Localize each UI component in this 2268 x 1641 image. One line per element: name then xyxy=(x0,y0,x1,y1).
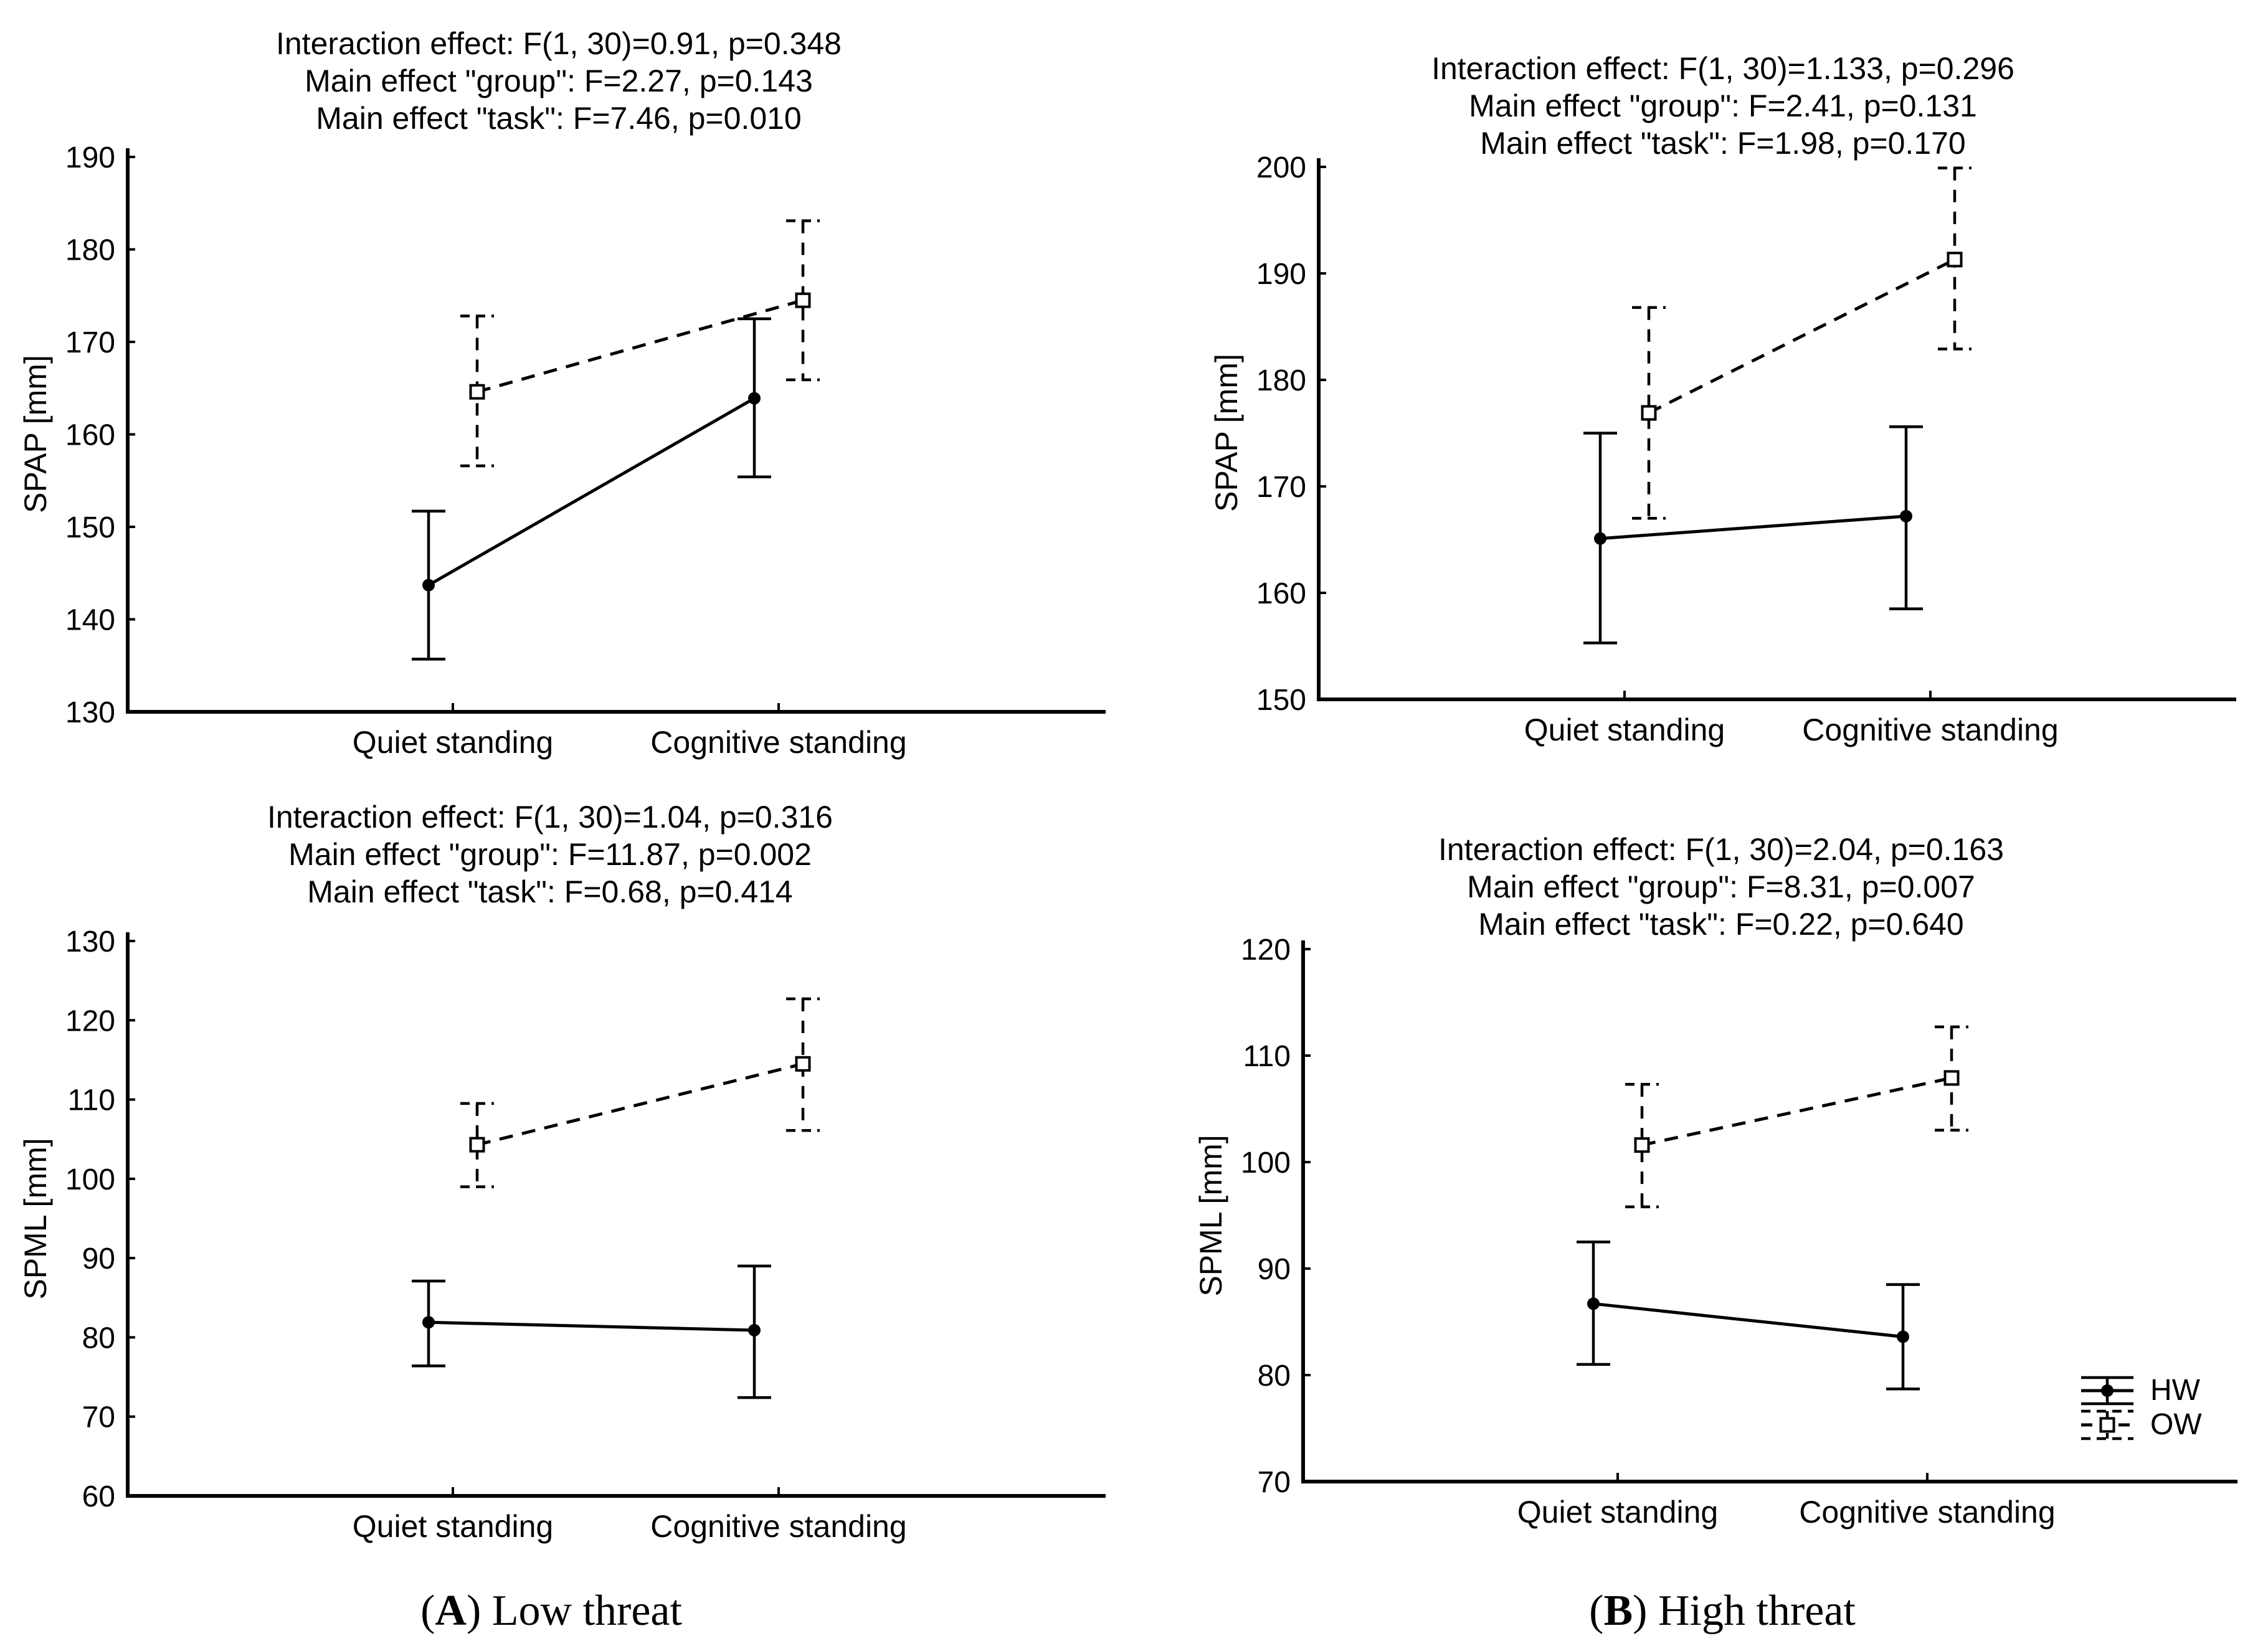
caption-close-paren: ) xyxy=(1633,1587,1648,1635)
y-axis-label-spap-high: SPAP [mm] xyxy=(1209,354,1244,512)
y-tick-label: 90 xyxy=(1257,1253,1291,1286)
marker-filled-circle-HW xyxy=(1900,510,1912,523)
series-line-OW xyxy=(477,1064,803,1145)
caption-letter: B xyxy=(1603,1587,1633,1635)
y-tick-label: 130 xyxy=(65,696,115,729)
stats-line: Interaction effect: F(1, 30)=2.04, p=0.163 xyxy=(1438,832,2004,867)
y-tick-label: 170 xyxy=(1256,471,1306,504)
x-tick-label: Quiet standing xyxy=(1517,1495,1719,1530)
stats-block-spml-high xyxy=(1254,831,2188,943)
y-tick-label: 130 xyxy=(65,925,115,958)
y-tick-label: 110 xyxy=(67,1084,115,1117)
series-line-OW xyxy=(1642,1078,1952,1145)
stats-line: Interaction effect: F(1, 30)=1.04, p=0.316 xyxy=(267,800,833,835)
caption-text: Low threat xyxy=(481,1587,682,1635)
series-line-HW xyxy=(429,1322,754,1330)
marker-open-square-OW xyxy=(1948,253,1962,266)
y-tick-label: 100 xyxy=(1240,1147,1291,1180)
caption-letter: A xyxy=(435,1587,467,1635)
y-tick-label: 100 xyxy=(65,1163,115,1196)
y-tick-label: 120 xyxy=(65,1005,115,1038)
y-tick-label: 70 xyxy=(1257,1466,1291,1499)
marker-filled-circle-HW xyxy=(422,579,435,592)
y-axis-label-spml-high: SPML [mm] xyxy=(1193,1135,1228,1297)
marker-open-square-OW xyxy=(1643,407,1656,420)
stats-block-spap-high xyxy=(1256,50,2190,162)
caption-text: High threat xyxy=(1647,1587,1856,1635)
legend-marker-open-square xyxy=(2101,1419,2114,1432)
y-tick-label: 190 xyxy=(1256,258,1306,291)
stats-line: Main effect "group": F=2.27, p=0.143 xyxy=(305,64,813,98)
marker-filled-circle-HW xyxy=(748,392,761,405)
y-tick-label: 70 xyxy=(82,1401,115,1434)
marker-filled-circle-HW xyxy=(748,1324,761,1336)
series-line-HW xyxy=(1600,516,1906,539)
caption-open-paren: ( xyxy=(420,1587,435,1635)
marker-filled-circle-HW xyxy=(1587,1297,1600,1310)
x-tick-label: Quiet standing xyxy=(352,725,554,760)
y-tick-label: 60 xyxy=(82,1480,115,1513)
stats-block-spml-low xyxy=(83,798,1017,910)
marker-open-square-OW xyxy=(797,1057,810,1071)
y-tick-label: 180 xyxy=(1256,364,1306,397)
marker-filled-circle-HW xyxy=(422,1316,435,1328)
legend-label-hw: HW xyxy=(2150,1374,2200,1407)
x-tick-label: Quiet standing xyxy=(1524,712,1725,747)
caption-open-paren: ( xyxy=(1589,1587,1604,1635)
y-axis-label-spap-low: SPAP [mm] xyxy=(18,355,53,513)
stats-line: Main effect "group": F=11.87, p=0.002 xyxy=(288,837,812,872)
marker-filled-circle-HW xyxy=(1897,1330,1909,1343)
series-line-HW xyxy=(1593,1303,1903,1336)
marker-open-square-OW xyxy=(471,385,484,399)
marker-open-square-OW xyxy=(471,1138,484,1152)
series-line-OW xyxy=(1649,260,1955,413)
y-tick-label: 150 xyxy=(65,511,115,544)
x-tick-label: Cognitive standing xyxy=(650,1509,907,1544)
y-tick-label: 80 xyxy=(1257,1360,1291,1393)
marker-open-square-OW xyxy=(1945,1071,1958,1084)
x-tick-label: Cognitive standing xyxy=(1799,1495,2056,1530)
caption-high-threat xyxy=(1349,1585,2096,1637)
x-tick-label: Cognitive standing xyxy=(1802,712,2059,747)
stats-line: Main effect "task": F=0.22, p=0.640 xyxy=(1478,907,1964,942)
y-tick-label: 140 xyxy=(65,603,115,637)
y-tick-label: 120 xyxy=(1240,934,1291,967)
stats-line: Main effect "task": F=1.98, p=0.170 xyxy=(1480,126,1966,161)
caption-close-paren: ) xyxy=(466,1587,482,1635)
stats-line: Main effect "group": F=8.31, p=0.007 xyxy=(1467,869,1975,904)
stats-line: Main effect "task": F=0.68, p=0.414 xyxy=(307,874,793,909)
y-tick-label: 90 xyxy=(82,1242,115,1276)
y-tick-label: 150 xyxy=(1256,684,1306,717)
caption-low-threat xyxy=(178,1585,925,1637)
stats-line: Main effect "group": F=2.41, p=0.131 xyxy=(1469,88,1977,123)
y-tick-label: 110 xyxy=(1243,1040,1291,1073)
y-tick-label: 180 xyxy=(65,234,115,267)
y-tick-label: 200 xyxy=(1256,151,1306,184)
marker-open-square-OW xyxy=(797,294,810,307)
stats-line: Interaction effect: F(1, 30)=1.133, p=0.296 xyxy=(1431,51,2014,86)
marker-filled-circle-HW xyxy=(1594,532,1606,545)
stats-line: Interaction effect: F(1, 30)=0.91, p=0.348 xyxy=(275,26,842,61)
y-tick-label: 160 xyxy=(1256,577,1306,610)
x-tick-label: Cognitive standing xyxy=(650,725,907,760)
y-tick-label: 80 xyxy=(82,1322,115,1355)
legend-marker-filled-circle xyxy=(2101,1384,2114,1397)
y-axis-label-spml-low: SPML [mm] xyxy=(18,1138,53,1300)
x-tick-label: Quiet standing xyxy=(352,1509,554,1544)
stats-line: Main effect "task": F=7.46, p=0.010 xyxy=(316,101,802,136)
stats-block-spap-low xyxy=(92,25,1026,137)
y-tick-label: 160 xyxy=(65,419,115,452)
marker-open-square-OW xyxy=(1636,1138,1649,1152)
legend-label-ow: OW xyxy=(2150,1408,2202,1441)
y-tick-label: 170 xyxy=(65,326,115,359)
y-tick-label: 190 xyxy=(65,141,115,174)
